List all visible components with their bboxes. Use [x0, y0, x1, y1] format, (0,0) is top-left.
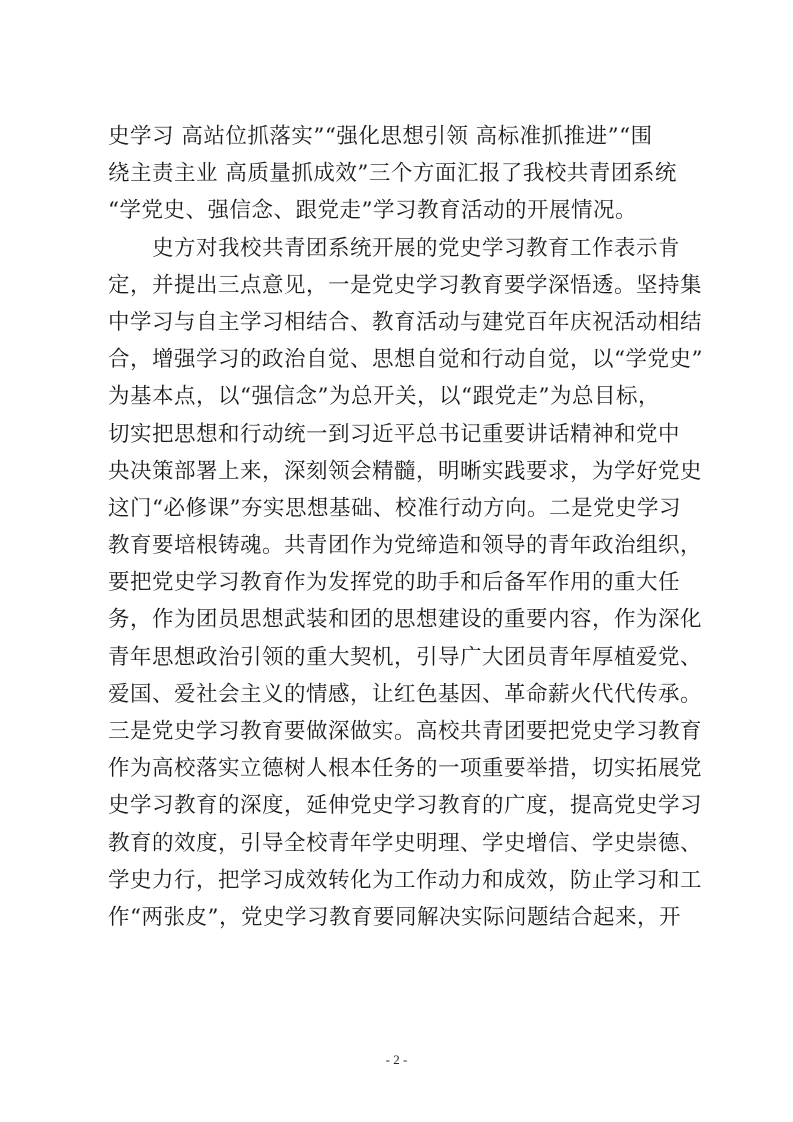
text-line: 史学习 高站位抓落实”“强化思想引领 高标准抓推进”“围 — [108, 124, 653, 149]
text-line: 青年思想政治引领的重大契机，引导广大团员青年厚植爱党、 — [108, 644, 703, 670]
text-line: 史学习教育的深度，延伸党史学习教育的广度，提高党史学习 — [108, 793, 703, 819]
text-line: 为基本点，以“强信念”为总开关，以“跟党走”为总目标， — [108, 384, 660, 410]
text-line: 要把党史学习教育作为发挥党的助手和后备军作用的重大任 — [108, 570, 681, 596]
text-line: 爱国、爱社会主义的情感，让红色基因、革命薪火代代传承。 — [108, 681, 703, 707]
text-line: 中学习与自主学习相结合、教育活动与建党百年庆祝活动相结 — [108, 309, 703, 335]
document-body — [108, 118, 703, 936]
text-line: 作“两张皮”，党史学习教育要同解决实际问题结合起来，开 — [108, 904, 681, 930]
text-line: 三是党史学习教育要做深做实。高校共青团要把党史学习教育 — [108, 719, 703, 744]
text-line: 绕主责主业 高质量抓成效”三个方面汇报了我校共青团系统 — [108, 161, 677, 187]
text-line: 作为高校落实立德树人根本任务的一项重要举措，切实拓展党 — [108, 756, 703, 782]
page-number: - 2 - — [385, 1052, 408, 1067]
text-line: 定，并提出三点意见，一是党史学习教育要学深悟透。坚持集 — [108, 272, 703, 298]
text-line: 务，作为团员思想武装和团的思想建设的重要内容，作为深化 — [108, 607, 703, 633]
text-line: 学史力行，把学习成效转化为工作动力和成效，防止学习和工 — [108, 867, 703, 893]
text-line: “学党史、强信念、跟党走”学习教育活动的开展情况。 — [108, 198, 637, 224]
text-line: 教育要培根铸魂。共青团作为党缔造和领导的青年政治组织， — [108, 533, 703, 559]
text-line: 史方对我校共青团系统开展的党史学习教育工作表示肯 — [108, 235, 681, 261]
text-line: 这门“必修课”夯实思想基础、校准行动方向。二是党史学习 — [108, 495, 681, 521]
text-line: 央决策部署上来，深刻领会精髓，明晰实践要求，为学好党史 — [108, 458, 703, 484]
text-line: 教育的效度，引导全校青年学史明理、学史增信、学史崇德、 — [108, 830, 703, 856]
text-line: 切实把思想和行动统一到习近平总书记重要讲话精神和党中 — [108, 421, 681, 447]
text-line: 合，增强学习的政治自觉、思想自觉和行动自觉，以“学党史” — [108, 347, 703, 373]
